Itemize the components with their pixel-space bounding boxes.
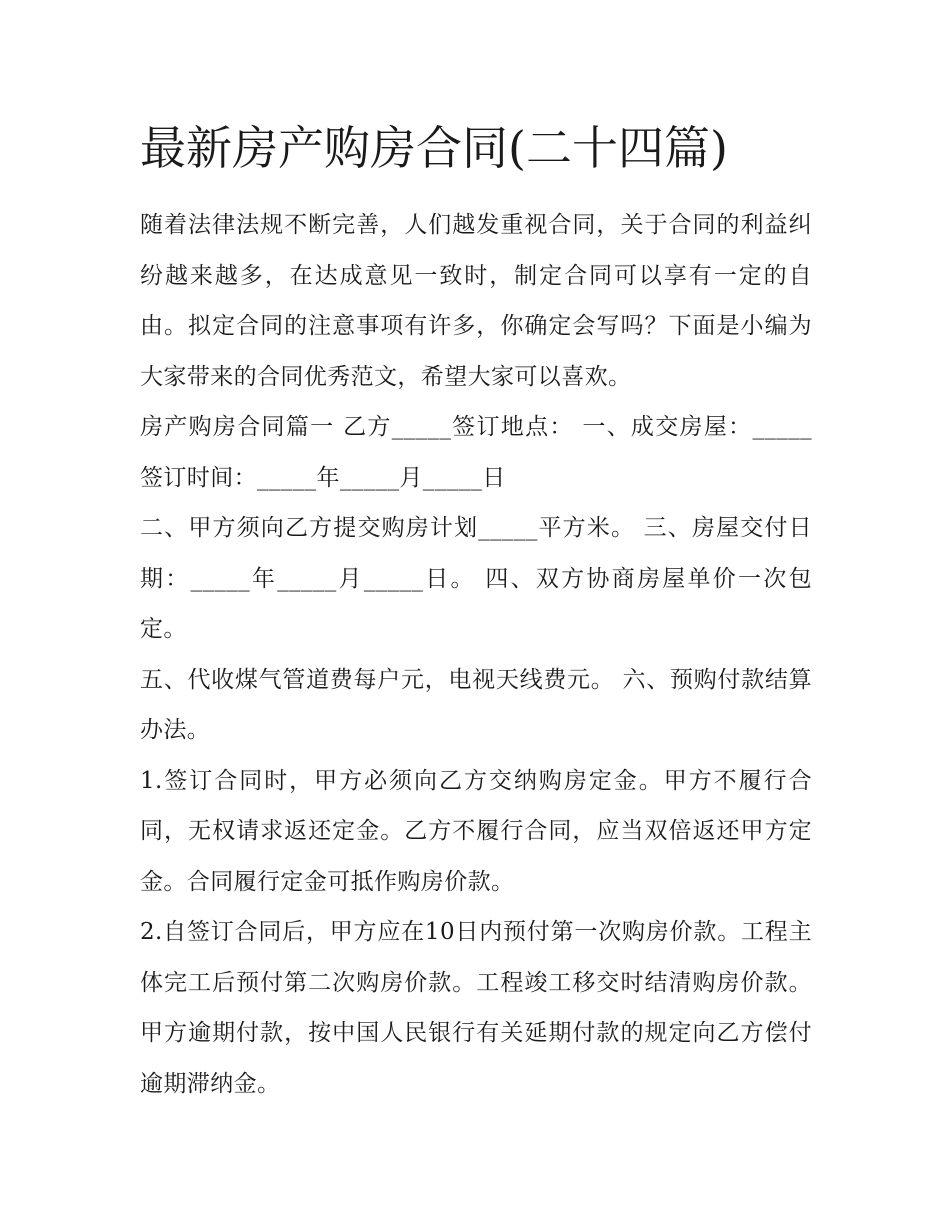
intro-paragraph: 随着法律法规不断完善，人们越发重视合同，关于合同的利益纠纷越来越多，在达成意见一致时，制定合同可以享有一定的自由。拟定合同的注意事项有许多，你确定会写吗？下面是小编为大家带来的合同优秀范文，希望大家可以喜欢。	[140, 212, 812, 390]
document-body	[140, 118, 812, 1109]
contract-header-paragraph: 房产购房合同篇一 乙方_____签订地点： 一、成交房屋：_____签订时间：_____年_____月_____日	[140, 414, 812, 491]
document-title: 最新房产购房合同(二十四篇)	[140, 121, 728, 175]
payment-item-2: 2.自签订合同后，甲方应在10日内预付第一次购房价款。工程主体完工后预付第二次购房价款。工程竣工移交时结清购房价款。甲方逾期付款，按中国人民银行有关延期付款的规定向乙方偿付逾期滞纳金。	[140, 919, 812, 1097]
clause-paragraph-2-4: 二、甲方须向乙方提交购房计划_____平方米。 三、房屋交付日期：_____年_____月_____日。 四、双方协商房屋单价一次包定。	[140, 515, 812, 642]
payment-item-1: 1.签订合同时，甲方必须向乙方交纳购房定金。甲方不履行合同，无权请求返还定金。乙方不履行合同，应当双倍返还甲方定金。合同履行定金可抵作购房价款。	[140, 767, 812, 895]
clause-paragraph-5-6: 五、代收煤气管道费每户元，电视天线费元。 六、预购付款结算办法。	[140, 666, 812, 743]
